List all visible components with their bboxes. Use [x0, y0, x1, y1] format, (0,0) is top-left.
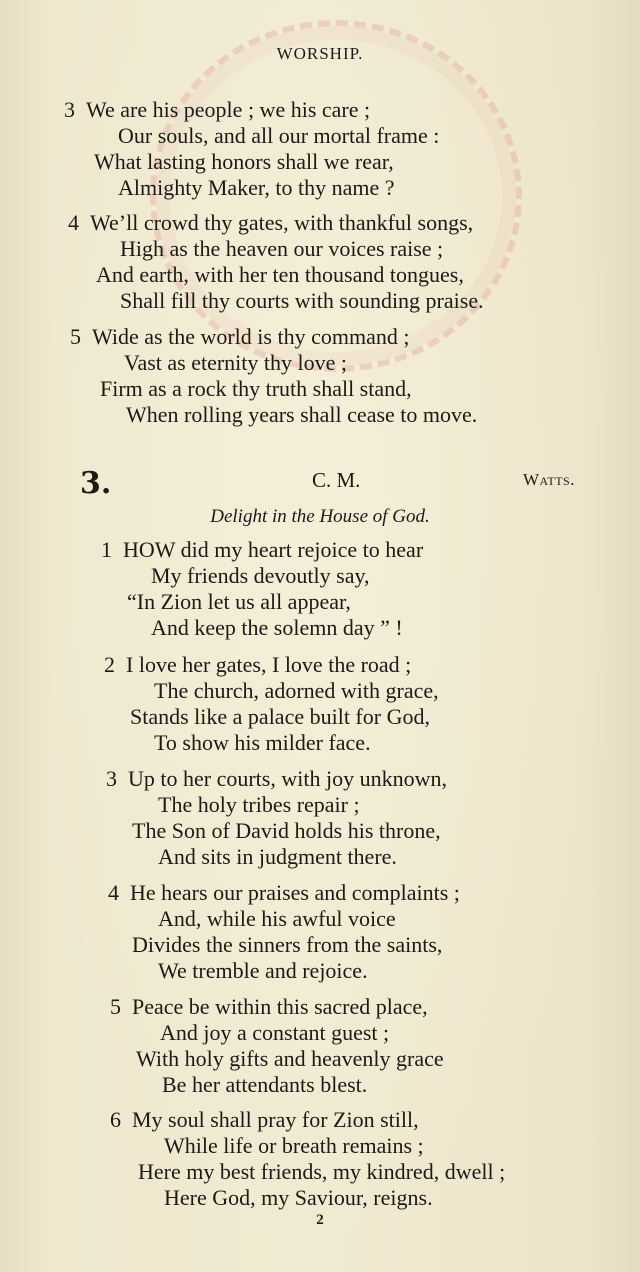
- stanza-line: To show his milder face.: [154, 730, 371, 755]
- stanza-line: What lasting honors shall we rear,: [94, 149, 394, 174]
- stanza-line: Here God, my Saviour, reigns.: [164, 1185, 433, 1210]
- stanza-line: And, while his awful voice: [158, 906, 396, 931]
- hymn-stanza-1: [101, 537, 423, 641]
- stanza-line: 5 Peace be within this sacred place,: [110, 994, 428, 1019]
- hymn-stanza-3: [106, 766, 447, 870]
- hymn-stanza-6: [110, 1107, 506, 1211]
- running-head: WORSHIP.: [276, 44, 364, 63]
- stanza-line: “In Zion let us all appear,: [127, 589, 351, 614]
- stanza-line: Stands like a palace built for God,: [130, 704, 430, 729]
- stanza-line: 4 He hears our praises and complaints ;: [108, 880, 460, 905]
- stanza-line: 5 Wide as the world is thy command ;: [70, 324, 410, 349]
- stanza-line: 4 We’ll crowd thy gates, with thankful songs,: [68, 210, 474, 235]
- stanza-line: 2 I love her gates, I love the road ;: [104, 652, 412, 677]
- stanza-line: Almighty Maker, to thy name ?: [118, 175, 395, 200]
- stanza-number: 5: [70, 324, 81, 349]
- stanza-number: 3: [106, 766, 117, 791]
- stanza-line: Our souls, and all our mortal frame :: [118, 123, 440, 148]
- prev-stanza-5: [70, 324, 478, 428]
- stanza-number: 4: [108, 880, 119, 905]
- stanza-number: 3: [64, 97, 75, 122]
- hymn-stanza-5: [110, 994, 444, 1098]
- prev-stanza-3: [64, 97, 440, 201]
- stanza-line: Firm as a rock thy truth shall stand,: [100, 376, 412, 401]
- stanza-line: 6 My soul shall pray for Zion still,: [110, 1107, 419, 1132]
- stanza-number: 5: [110, 994, 121, 1019]
- stanza-number: 4: [68, 210, 79, 235]
- stanza-line: And keep the solemn day ” !: [151, 615, 403, 640]
- stanza-number: 2: [104, 652, 115, 677]
- hymn-header: [0, 466, 640, 501]
- stanza-line: Shall fill thy courts with sounding praise.: [120, 288, 484, 313]
- stanza-line: The Son of David holds his throne,: [132, 818, 441, 843]
- stanza-number: 1: [101, 537, 112, 562]
- stanza-line: My friends devoutly say,: [151, 563, 370, 588]
- stanza-line: 1 HOW did my heart rejoice to hear: [101, 537, 424, 562]
- stanza-line: And earth, with her ten thousand tongues,: [96, 262, 464, 287]
- stanza-line: And joy a constant guest ;: [160, 1020, 390, 1045]
- stanza-line: The church, adorned with grace,: [154, 678, 439, 703]
- hymn-stanza-2: [104, 652, 439, 756]
- stanza-line: Vast as eternity thy love ;: [124, 350, 348, 375]
- stanza-line: 3 Up to her courts, with joy unknown,: [106, 766, 447, 791]
- stanza-line: When rolling years shall cease to move.: [126, 402, 478, 427]
- stanza-line: Here my best friends, my kindred, dwell ;: [138, 1159, 506, 1184]
- hymn-number: 3.: [80, 466, 112, 501]
- hymn-author: Watts.: [523, 470, 575, 489]
- stanza-line: And sits in judgment there.: [158, 844, 397, 869]
- stanza-line: Divides the sinners from the saints,: [132, 932, 443, 957]
- stanza-number: 6: [110, 1107, 121, 1132]
- hymn-meter: C. M.: [312, 468, 361, 492]
- page-number: 2: [316, 1212, 324, 1228]
- stanza-line: The holy tribes repair ;: [158, 792, 360, 817]
- stanza-line: Be her attendants blest.: [162, 1072, 368, 1097]
- prev-stanza-4: [68, 210, 484, 314]
- stanza-line: With holy gifts and heavenly grace: [136, 1046, 444, 1071]
- stanza-line: High as the heaven our voices raise ;: [120, 236, 444, 261]
- hymn-title: Delight in the House of God.: [210, 506, 430, 527]
- stanza-line: We tremble and rejoice.: [158, 958, 368, 983]
- hymn-stanza-4: [108, 880, 460, 984]
- stanza-line: While life or breath remains ;: [164, 1133, 424, 1158]
- stanza-line: 3 We are his people ; we his care ;: [64, 97, 371, 122]
